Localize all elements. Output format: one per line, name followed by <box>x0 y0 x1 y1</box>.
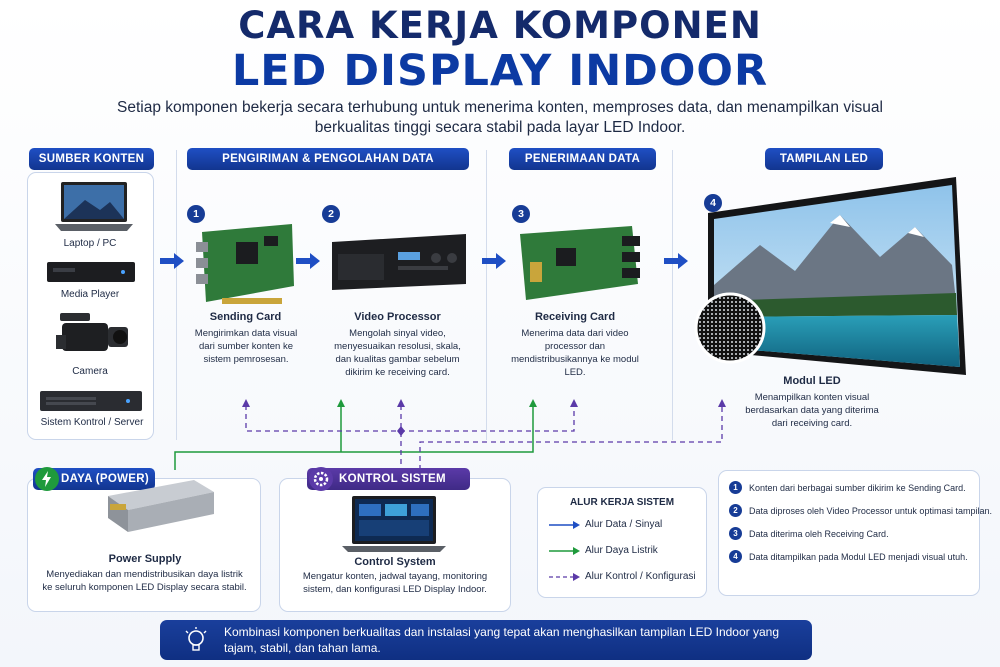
component-desc: Mengolah sinyal video, menyesuaikan resolusi, skala, dan kualitas gambar sebelum dikirim ke receiving card. <box>334 328 461 378</box>
section-pengiriman: PENGIRIMAN & PENGOLAHAN DATA <box>187 148 469 170</box>
footer-text: Kombinasi komponen berkualitas dan instalasi yang tepat akan menghasilkan tampilan LED Indoor yang tajam, stabil, dan tahan lama. <box>224 625 780 655</box>
source-label: Sistem Kontrol / Server <box>40 417 144 428</box>
source-label: Laptop / PC <box>63 238 117 249</box>
component-title: Modul LED <box>783 375 841 387</box>
power-badge: DAYA (POWER) <box>33 468 155 490</box>
section-penerimaan: PENERIMAAN DATA <box>509 148 656 170</box>
legend-item-control: Alur Kontrol / Konfigurasi <box>549 571 696 582</box>
component-desc: Menampilkan konten visual berdasarkan data yang diterima dari receiving card. <box>745 392 879 429</box>
footer-banner <box>160 620 812 660</box>
gear-icon <box>308 466 334 492</box>
source-label: Media Player <box>60 289 120 300</box>
component-desc: Mengatur konten, jadwal tayang, monitoring sistem, dan konfigurasi LED Display Indoor. <box>302 571 488 595</box>
step-number: 1 <box>187 205 205 223</box>
section-tampilan: TAMPILAN LED <box>765 148 883 170</box>
legend-title: ALUR KERJA SISTEM <box>569 497 675 508</box>
lightning-icon <box>34 466 60 492</box>
step-number: 3 <box>512 205 530 223</box>
component-desc: Menyediakan dan mendistribusikan daya listrik ke seluruh komponen LED Display secara stabil. <box>42 569 247 593</box>
page-title-line2: LED DISPLAY INDOOR <box>231 46 769 96</box>
page-title-line1: CARA KERJA KOMPONEN <box>238 4 762 47</box>
step-item: 3 Data diterima oleh Receiving Card. <box>729 527 889 540</box>
component-title: Video Processor <box>354 311 441 323</box>
component-title: Receiving Card <box>534 311 616 323</box>
step-item: 2 Data diproses oleh Video Processor untuk optimasi tampilan. <box>729 504 992 517</box>
step-item: 4 Data ditampilkan pada Modul LED menjadi visual utuh. <box>729 550 968 563</box>
source-label: Camera <box>72 366 108 377</box>
component-desc: Mengirimkan data visual dari sumber konten ke sistem pemrosesan. <box>194 328 298 365</box>
component-desc: Menerima data dari video processor dan mendistribusikannya ke modul LED. <box>511 328 639 378</box>
component-title: Sending Card <box>209 311 282 323</box>
step-number: 2 <box>322 205 340 223</box>
power-supply-image <box>98 478 218 536</box>
step-number: 4 <box>704 194 722 212</box>
component-title: Power Supply <box>108 553 182 565</box>
page-subtitle: Setiap komponen bekerja secara terhubung untuk menerima konten, memproses data, dan menampilkan visual berkualitas tinggi secara stabil pada layar LED Indoor. <box>117 99 883 136</box>
lightbulb-icon <box>182 626 210 654</box>
control-badge: KONTROL SISTEM <box>307 468 470 490</box>
section-sumber-konten: SUMBER KONTEN <box>29 148 154 170</box>
legend-item-data: Alur Data / Sinyal <box>549 519 662 530</box>
legend-item-power: Alur Daya Listrik <box>549 545 658 556</box>
laptop-control-image <box>342 494 446 554</box>
component-title: Control System <box>354 556 436 568</box>
step-item: 1 Konten dari berbagai sumber dikirim ke Sending Card. <box>729 481 966 494</box>
